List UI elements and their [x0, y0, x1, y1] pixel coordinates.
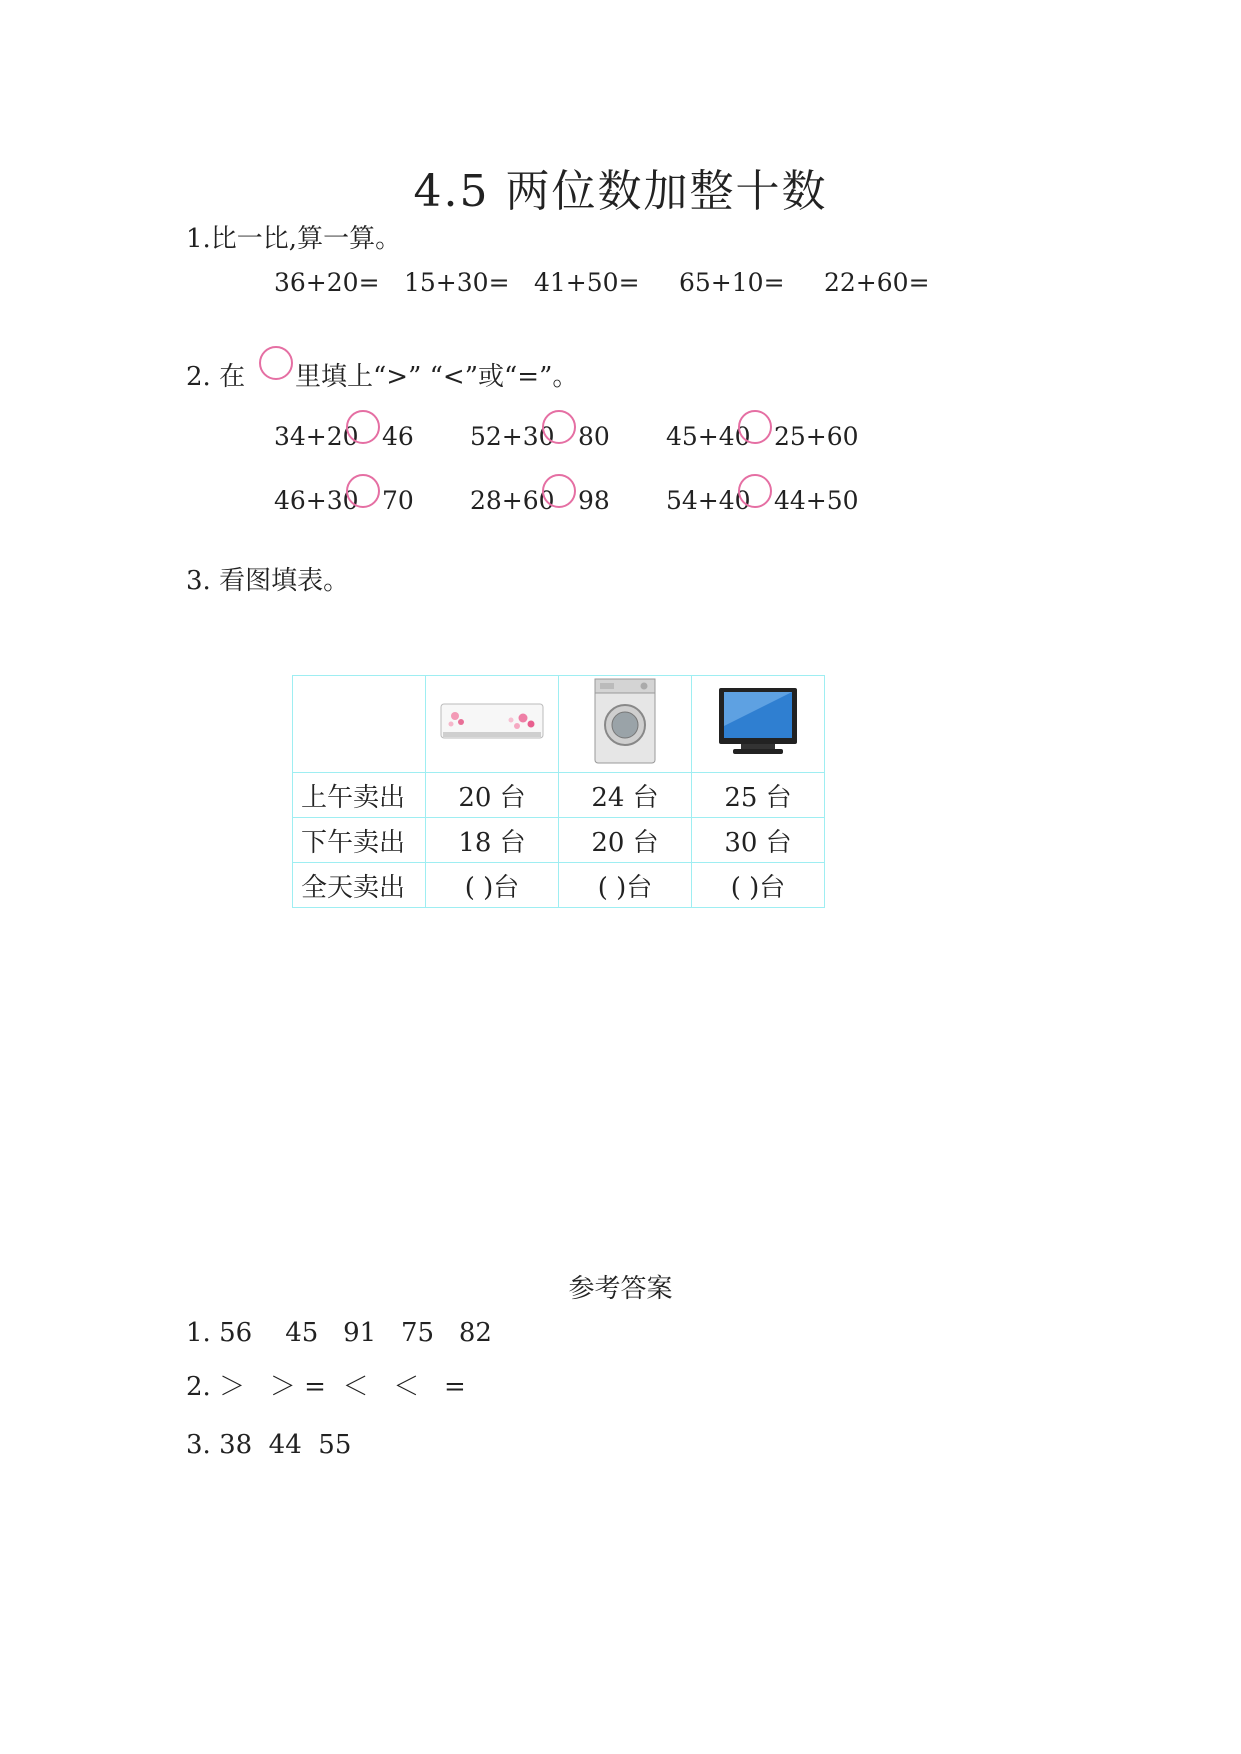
- answer-line-2: 2. ＞ ＞ = ＜ ＜ =: [186, 1372, 466, 1402]
- q2-r1-c1-left: 34+20: [274, 422, 359, 451]
- answers-heading: 参考答案: [568, 1274, 673, 1304]
- empty-corner-cell: [293, 676, 426, 773]
- blank-circle-icon: [259, 346, 293, 380]
- product-cell-television: [692, 676, 825, 773]
- table-cell: 24 台: [559, 773, 692, 818]
- q1-expr-3: 41+50=: [534, 268, 640, 297]
- q2-r2-c2-right: 98: [578, 486, 610, 515]
- answer-blank-cell[interactable]: ( )台: [692, 863, 825, 908]
- q2-r1-c2-right: 80: [578, 422, 610, 451]
- q2-r1-c2-left: 52+30: [470, 422, 555, 451]
- question-2-label-after: 里填上“>” “<”或“=”。: [295, 362, 579, 392]
- q2-r2-c1-right: 70: [382, 486, 414, 515]
- answer-circle-r1-c3[interactable]: [738, 410, 772, 444]
- q1-expr-4: 65+10=: [679, 268, 785, 297]
- row-label: 全天卖出: [293, 863, 426, 908]
- q2-r1-c3-left: 45+40: [666, 422, 751, 451]
- q2-r2-c2-left: 28+60: [470, 486, 555, 515]
- q2-r2-c3-right: 44+50: [774, 486, 859, 515]
- q2-r1-c3-right: 25+60: [774, 422, 859, 451]
- q1-expr-1: 36+20=: [274, 268, 380, 297]
- table-row-morning: [293, 773, 825, 818]
- question-2-label-before: 2. 在: [186, 362, 246, 392]
- air-conditioner-icon: [437, 696, 547, 746]
- table-row-afternoon: [293, 818, 825, 863]
- table-cell: 20 台: [559, 818, 692, 863]
- q2-r1-c1-right: 46: [382, 422, 414, 451]
- product-cell-washing-machine: [559, 676, 692, 773]
- product-cell-air-conditioner: [426, 676, 559, 773]
- answer-circle-r2-c1[interactable]: [346, 474, 380, 508]
- answer-line-3: 3. 38 44 55: [186, 1430, 352, 1460]
- table-cell: 25 台: [692, 773, 825, 818]
- row-label: 上午卖出: [293, 773, 426, 818]
- answer-circle-r1-c1[interactable]: [346, 410, 380, 444]
- table-cell: 20 台: [426, 773, 559, 818]
- answer-circle-r1-c2[interactable]: [542, 410, 576, 444]
- question-3-label: 3. 看图填表。: [186, 566, 350, 596]
- answer-blank-cell[interactable]: ( )台: [426, 863, 559, 908]
- q2-r2-c1-left: 46+30: [274, 486, 359, 515]
- table-cell: 18 台: [426, 818, 559, 863]
- row-label: 下午卖出: [293, 818, 426, 863]
- answer-circle-r2-c3[interactable]: [738, 474, 772, 508]
- washing-machine-icon: [590, 677, 660, 765]
- sales-table: [292, 675, 825, 908]
- answer-line-1: 1. 56 45 91 75 82: [186, 1318, 492, 1348]
- television-icon: [717, 686, 799, 756]
- answer-circle-r2-c2[interactable]: [542, 474, 576, 508]
- q1-expr-5: 22+60=: [824, 268, 930, 297]
- page-title: 4.5 两位数加整十数: [413, 166, 828, 217]
- question-1-label: 1.比一比,算一算。: [186, 224, 402, 254]
- table-cell: 30 台: [692, 818, 825, 863]
- product-image-row: [293, 676, 825, 773]
- q1-expr-2: 15+30=: [404, 268, 510, 297]
- table-row-all-day: [293, 863, 825, 908]
- q2-r2-c3-left: 54+40: [666, 486, 751, 515]
- answer-blank-cell[interactable]: ( )台: [559, 863, 692, 908]
